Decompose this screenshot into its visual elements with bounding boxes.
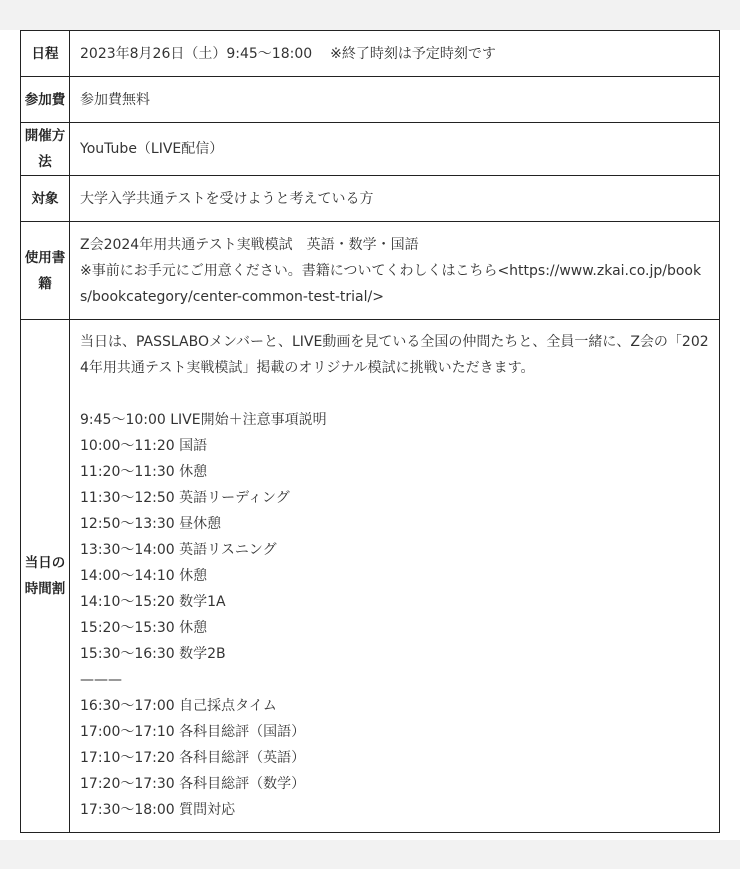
- label-method-line2: 法: [38, 154, 52, 170]
- label-schedule: [21, 320, 70, 833]
- label-schedule-line2: 時間割: [24, 581, 66, 597]
- label-method: [21, 123, 70, 176]
- table-row-fee: [21, 77, 720, 123]
- date-value: 2023年8月26日（土）9:45〜18:00: [80, 45, 313, 62]
- date-note: ※終了時刻は予定時刻です: [330, 45, 496, 62]
- value-schedule: [70, 320, 720, 833]
- label-books-line2: 籍: [38, 275, 52, 292]
- table-row-method: [21, 123, 720, 176]
- label-books: [21, 222, 70, 320]
- schedule-item: 17:30〜18:00 質問対応: [80, 802, 236, 818]
- schedule-item: 13:30〜14:00 英語リスニング: [80, 542, 277, 558]
- page-content: [0, 30, 740, 840]
- books-title: Z会2024年用共通テスト実戦模試 英語・数学・国語: [80, 236, 419, 253]
- books-note: ※事前にお手元にご用意ください。書籍についてくわしくはこちら<https://www.zkai.co.jp/books/bookcategory/center-common-test-trial/>: [80, 262, 702, 305]
- event-info-table: [20, 30, 720, 833]
- table-row-date: [21, 31, 720, 77]
- label-books-line1: 使用書: [24, 249, 66, 266]
- schedule-item: 9:45〜10:00 LIVE開始＋注意事項説明: [80, 412, 327, 428]
- schedule-item: 17:20〜17:30 各科目総評（数学）: [80, 776, 306, 792]
- schedule-item: 14:00〜14:10 休憩: [80, 568, 208, 584]
- schedule-item: 12:50〜13:30 昼休憩: [80, 516, 222, 532]
- table-row-books: [21, 222, 720, 320]
- schedule-item: 11:20〜11:30 休憩: [80, 464, 208, 480]
- schedule-item: 10:00〜11:20 国語: [80, 438, 208, 454]
- schedule-item: 16:30〜17:00 自己採点タイム: [80, 698, 277, 714]
- label-schedule-line1: 当日の: [24, 555, 66, 571]
- schedule-item: 14:10〜15:20 数学1A: [80, 594, 226, 610]
- value-target: 大学入学共通テストを受けようと考えている方: [70, 176, 720, 222]
- value-method: YouTube（LIVE配信）: [70, 123, 720, 176]
- table-row-target: [21, 176, 720, 222]
- schedule-item: 11:30〜12:50 英語リーディング: [80, 490, 290, 506]
- label-method-line1: 開催方: [24, 128, 66, 144]
- schedule-item: 15:20〜15:30 休憩: [80, 620, 208, 636]
- label-target: 対象: [21, 176, 70, 222]
- value-fee: 参加費無料: [70, 77, 720, 123]
- value-books: [70, 222, 720, 320]
- schedule-item: 17:10〜17:20 各科目総評（英語）: [80, 750, 306, 766]
- schedule-intro: 当日は、PASSLABOメンバーと、LIVE動画を見ている全国の仲間たちと、全員一緒に、Z会の「2024年用共通テスト実戦模試」掲載のオリジナル模試に挑戦いただきます。: [80, 334, 709, 376]
- schedule-spacer: [80, 381, 709, 407]
- table-row-schedule: [21, 320, 720, 833]
- schedule-divider: ———: [80, 672, 122, 688]
- label-date: 日程: [21, 31, 70, 77]
- schedule-item: 17:00〜17:10 各科目総評（国語）: [80, 724, 306, 740]
- label-fee: 参加費: [21, 77, 70, 123]
- value-date: [70, 31, 720, 77]
- schedule-item: 15:30〜16:30 数学2B: [80, 646, 226, 662]
